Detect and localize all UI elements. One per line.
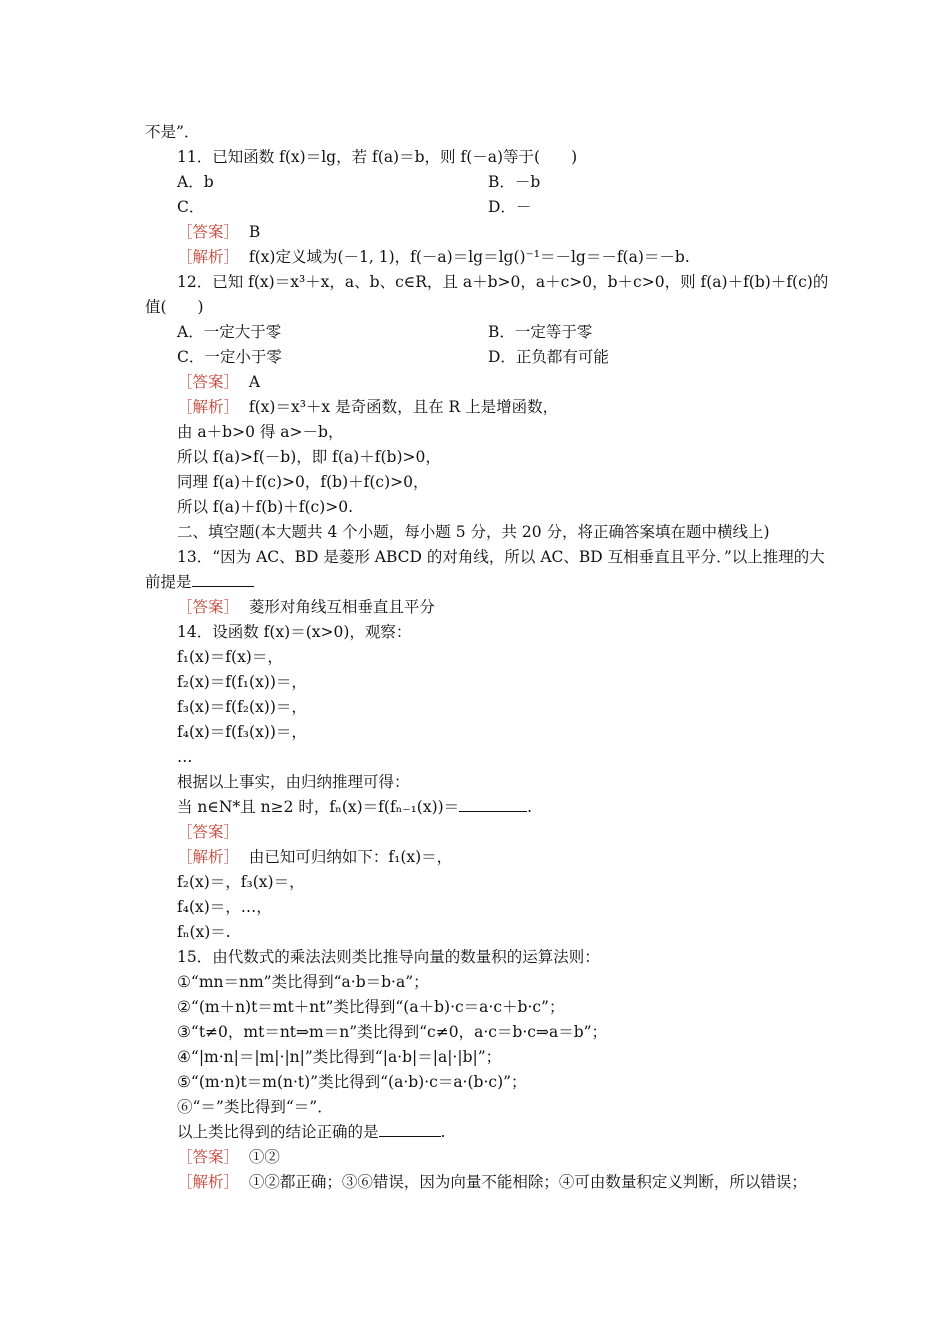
q15-blank-line — [177, 1122, 445, 1142]
q11-option-c: C． — [177, 198, 205, 216]
text-line — [177, 397, 558, 417]
line-text: 菱形对角线互相垂直且平分 — [248, 598, 435, 616]
line-text: f₂(x)＝，f₃(x)＝， — [177, 873, 305, 891]
answer-blank — [192, 572, 254, 587]
answer-blank — [379, 1122, 441, 1137]
line-text: f₂(x)＝f(f₁(x))＝， — [177, 673, 307, 691]
line-text: 13．“因为 AC、BD 是菱形 ABCD 的对角线，所以 AC、BD 互相垂直且平分．”以上推理的大 — [177, 548, 825, 566]
line-text: 11．已知函数 f(x)＝lg，若 f(a)＝b，则 f(－a)等于( ) — [177, 148, 578, 166]
line-text: 所以 f(a)＋f(b)＋f(c)>0. — [177, 498, 354, 516]
answer-tag: ［答案］ — [177, 223, 240, 241]
section-tag: ［答案］ — [177, 823, 240, 841]
text-line — [177, 1072, 527, 1092]
line-text: 值( ) — [145, 298, 204, 316]
line-text: 所以 f(a)>f(－b)，即 f(a)＋f(b)>0， — [177, 448, 441, 466]
line-text: f₄(x)＝，…， — [177, 898, 272, 916]
q12-option-b: B．一定等于零 — [488, 323, 593, 341]
text-line — [177, 247, 690, 267]
q13-blank-line — [145, 572, 254, 592]
text-line — [177, 872, 305, 892]
text-line — [177, 697, 307, 717]
text-line — [177, 1147, 280, 1167]
line-text: ③“t≠0，mt＝nt⇒m＝n”类比得到“c≠0，a·c＝b·c⇒a＝b”； — [177, 1023, 608, 1041]
text-line — [177, 497, 353, 517]
text-line — [177, 472, 428, 492]
text-line — [177, 422, 343, 442]
line-text: fₙ(x)＝. — [177, 923, 231, 941]
text-line — [177, 947, 600, 967]
line-text: 二、填空题(本大题共 4 个小题，每小题 5 分，共 20 分，将正确答案填在题中横线上) — [177, 523, 770, 541]
q11-answer-value: B — [248, 223, 261, 241]
text-line — [177, 747, 193, 767]
section-tag: ［答案］ — [177, 373, 240, 391]
text-line — [177, 672, 307, 692]
line-text: … — [177, 748, 193, 766]
text-line — [177, 647, 283, 667]
line-text: f(x)定义域为(－1, 1)，f(－a)＝lg＝lg()⁻¹＝－lg＝－f(a)＝－b. — [248, 248, 690, 266]
text-line — [177, 1047, 501, 1067]
line-text: ①② — [248, 1148, 280, 1166]
line-text: 14．设函数 f(x)＝(x>0)，观察： — [177, 623, 412, 641]
text-line — [177, 772, 410, 792]
line-text: ⑥“＝”类比得到“＝”． — [177, 1098, 333, 1116]
section-tag: ［解析］ — [177, 248, 240, 266]
q11-answer — [177, 222, 260, 242]
line-text: ②“(m＋n)t＝mt＋nt”类比得到“(a＋b)·c＝a·c＋b·c”； — [177, 998, 565, 1016]
section-tag: ［答案］ — [177, 1148, 240, 1166]
q15-prefix: 以上类比得到的结论正确的是 — [177, 1123, 379, 1141]
text-line — [177, 922, 231, 942]
line-text: A — [248, 373, 261, 391]
q12-option-a: A．一定大于零 — [177, 323, 282, 341]
text-line — [177, 622, 411, 642]
text-line — [145, 297, 204, 317]
text-line — [177, 447, 441, 467]
text-line — [177, 597, 435, 617]
section-tag: ［解析］ — [177, 848, 240, 866]
q12-option-c: C．一定小于零 — [177, 348, 282, 366]
q11-option-a: A．b — [177, 173, 214, 191]
q12-option-d: D．正负都有可能 — [488, 348, 609, 366]
line-text: 15．由代数式的乘法法则类比推导向量的数量积的运算法则： — [177, 948, 600, 966]
text-line — [177, 1097, 333, 1117]
text-line — [177, 897, 272, 917]
text-line — [177, 272, 828, 292]
section-tag: ［解析］ — [177, 398, 240, 416]
line-text: f₄(x)＝f(f₃(x))＝， — [177, 723, 307, 741]
line-text: f₁(x)＝f(x)＝， — [177, 648, 283, 666]
text-line — [177, 522, 770, 542]
text-line — [177, 722, 307, 742]
text-line — [177, 372, 260, 392]
text-line — [177, 997, 564, 1017]
q14-suffix: . — [527, 798, 533, 816]
line-text: 不是”． — [145, 123, 200, 141]
line-text: ⑤“(m·n)t＝m(n·t)”类比得到“(a·b)·c＝a·(b·c)”； — [177, 1073, 527, 1091]
q13-prefix: 前提是 — [145, 573, 192, 591]
q15-suffix: . — [440, 1123, 446, 1141]
line-text: ①“mn＝nm”类比得到“a·b＝b·a”； — [177, 973, 429, 991]
line-text: 由已知可归纳如下：f₁(x)＝， — [248, 848, 453, 866]
text-line — [177, 822, 249, 842]
q14-blank-line — [177, 797, 532, 817]
text-line — [177, 1022, 607, 1042]
text-line — [177, 147, 577, 167]
answer-blank — [459, 797, 527, 812]
line-text: f₃(x)＝f(f₂(x))＝， — [177, 698, 307, 716]
line-text: 同理 f(a)＋f(c)>0，f(b)＋f(c)>0， — [177, 473, 429, 491]
text-line — [177, 1172, 807, 1192]
text-line — [145, 122, 199, 142]
text-line — [177, 547, 825, 567]
q14-prefix: 当 n∈N*且 n≥2 时，fₙ(x)＝f(fₙ₋₁(x))＝ — [177, 798, 460, 816]
line-text: ①②都正确；③⑥错误，因为向量不能相除；④可由数量积定义判断，所以错误； — [248, 1173, 807, 1191]
line-text: 根据以上事实，由归纳推理可得： — [177, 773, 410, 791]
line-text: ④“|m·n|＝|m|·|n|”类比得到“|a·b|＝|a|·|b|”； — [177, 1048, 502, 1066]
q11-option-d: D．－ — [488, 198, 532, 216]
line-text: 由 a＋b>0 得 a>－b， — [177, 423, 344, 441]
q11-option-b: B．－b — [488, 173, 541, 191]
text-line — [177, 972, 429, 992]
line-text: f(x)＝x³＋x 是奇函数，且在 R 上是增函数， — [248, 398, 559, 416]
line-text: 12．已知 f(x)＝x³＋x，a、b、c∈R，且 a＋b>0，a＋c>0，b＋c>0，则 f(a)＋f(b)＋f(c)的 — [177, 273, 829, 291]
section-tag: ［解析］ — [177, 1173, 240, 1191]
section-tag: ［答案］ — [177, 598, 240, 616]
text-line — [177, 847, 452, 867]
